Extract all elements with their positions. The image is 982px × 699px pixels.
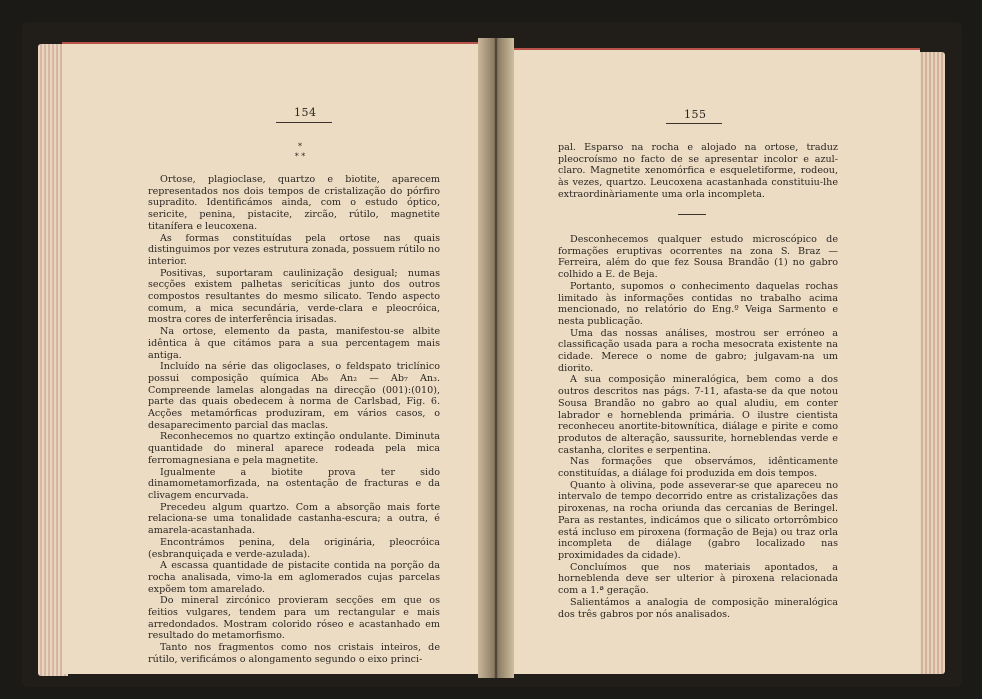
right-page <box>500 48 920 674</box>
left-page <box>62 42 492 674</box>
paragraph: Do mineral zircónico provieram secções em que os feitios vulgares, tendem para um rectangular e mais arredondados. Mostram colorido róseo e acastanhado em resultado do metamorfismo. <box>148 595 440 642</box>
paragraph: Igualmente a biotite prova ter sido dinamometamorfizada, na ostentação de fracturas e da clivagem encurvada. <box>148 466 440 501</box>
paragraph: Tanto nos fragmentos como nos cristais inteiros, de rútilo, verificámos o alongamento segundo o eixo princi- <box>148 642 440 665</box>
left-page-body <box>148 174 440 666</box>
paragraph: Portanto, supomos o conhecimento daquelas rochas limitado às informações contidas no trabalho acima mencionado, no relatório do Eng.º Veiga Sarmento e nesta publicação. <box>558 280 838 327</box>
asterisk-top: * <box>298 142 302 151</box>
page-number: 155 <box>684 108 707 121</box>
section-divider <box>678 214 706 215</box>
paragraph: Desconhecemos qualquer estudo microscópico de formações eruptivas ocorrentes na zona S. Braz — Ferreira, além do que fez Sousa Brandão (1) no gabro colhido a E. de Beja. <box>558 234 838 281</box>
paragraph: Encontrámos penina, dela originária, pleocróica (esbranquiçada e verde-azulada). <box>148 536 440 560</box>
book-spine <box>478 38 514 678</box>
paragraph: Incluído na série das oligoclases, o feldspato triclínico possui composição química Ab₆ An₂ — Ab₇ An₃. Compreende lamelas alongadas na direcção (001):(010), parte das quais obedecem à norma de Carlsbad, Fig. 6. Acções metamórficas produziram, em vários casos, o desaparecimento parcial das maclas. <box>148 361 440 431</box>
paragraph: Concluímos que nos materiais apontados, a horneblenda deve ser ulterior à piroxena relacionada com a 1.ª geração. <box>558 561 838 597</box>
paragraph: Na ortose, elemento da pasta, manifestou-se albite idêntica à que citámos para a sua percentagem mais antiga. <box>148 326 440 361</box>
paragraph: Salientámos a analogia de composição mineralógica dos três gabros por nós analisados. <box>558 596 838 620</box>
asterisk-bottom: * * <box>294 152 306 161</box>
paragraph: Uma das nossas análises, mostrou ser erróneo a classificação usada para a rocha mesocrata existente na cidade. Merece o nome de gabro; julgavam-na um diorito. <box>558 327 838 374</box>
paragraph: As formas constituídas pela ortose nas quais distinguimos por vezes estrutura zonada, possuem rútilo no interior. <box>148 232 440 267</box>
continuation-paragraph: pal. Esparso na rocha e alojado na ortose, traduz pleocroísmo no facto de se apresentar incolor e azul-claro. Magnetite xenomórfica e esqueletiforme, rodeou, às vezes, quartzo. Leucoxena acastanhada constituiu-lhe extraordinàriamente uma orla incompleta. <box>558 142 838 200</box>
paragraph: Reconhecemos no quartzo extinção ondulante. Diminuta quantidade do mineral aparece rodeada pela mica ferromagnesiana e pela magnetite. <box>148 431 440 466</box>
header-rule <box>666 123 722 124</box>
header-rule <box>276 122 332 123</box>
page-number: 154 <box>294 106 317 119</box>
paragraph: Positivas, suportaram caulinização desigual; numas secções existem palhetas sericíticas junto dos outros compostos resultantes do mesmo silicato. Tendo aspecto comum, a mica secundária, verde-clara e pleocróica, mostra cores de interferência irisadas. <box>148 267 440 326</box>
paragraph: A sua composição mineralógica, bem como a dos outros descritos nas págs. 7-11, afasta-se da que notou Sousa Brandão no gabro ao qual aludiu, em conter labrador e horneblenda primária. O ilustre cientista reconheceu anortite-bitownítica, diálage e pirite e como produtos de alteração, saussurite, horneblendas verde e castanha, clorites e serpentina. <box>558 374 838 456</box>
paragraph: Nas formações que observámos, idênticamente constituídas, a diálage foi produzida em dois tempos. <box>558 456 838 480</box>
right-page-continuation <box>558 142 838 201</box>
right-page-body <box>558 234 838 620</box>
section-asterisks <box>270 142 330 162</box>
paragraph: Quanto à olivina, pode asseverar-se que apareceu no intervalo de tempo decorrido entre as cristalizações das piroxenas, na rocha oriunda das cercanias de Beringel. Para as restantes, indicámos que o silicato ortorrômbico está incluso em piroxena (formação de Beja) ou traz orla incompleta de diálage (gabro localizado nas proximidades da cidade). <box>558 479 838 561</box>
paragraph: Precedeu algum quartzo. Com a absorção mais forte relaciona-se uma tonalidade castanha-escura; a outra, é amarela-acastanhada. <box>148 501 440 537</box>
paragraph: Ortose, plagioclase, quartzo e biotite, aparecem representados nos dois tempos de cristalização do pórfiro supradito. Identificámos ainda, com o estudo óptico, sericite, penina, pistacite, zircão, rútilo, magnetite titanífera e leucoxena. <box>148 174 440 232</box>
paragraph: A escassa quantidade de pistacite contida na porção da rocha analisada, vimo-la em aglomerados cujas parcelas expõem tom amarelado. <box>148 560 440 595</box>
